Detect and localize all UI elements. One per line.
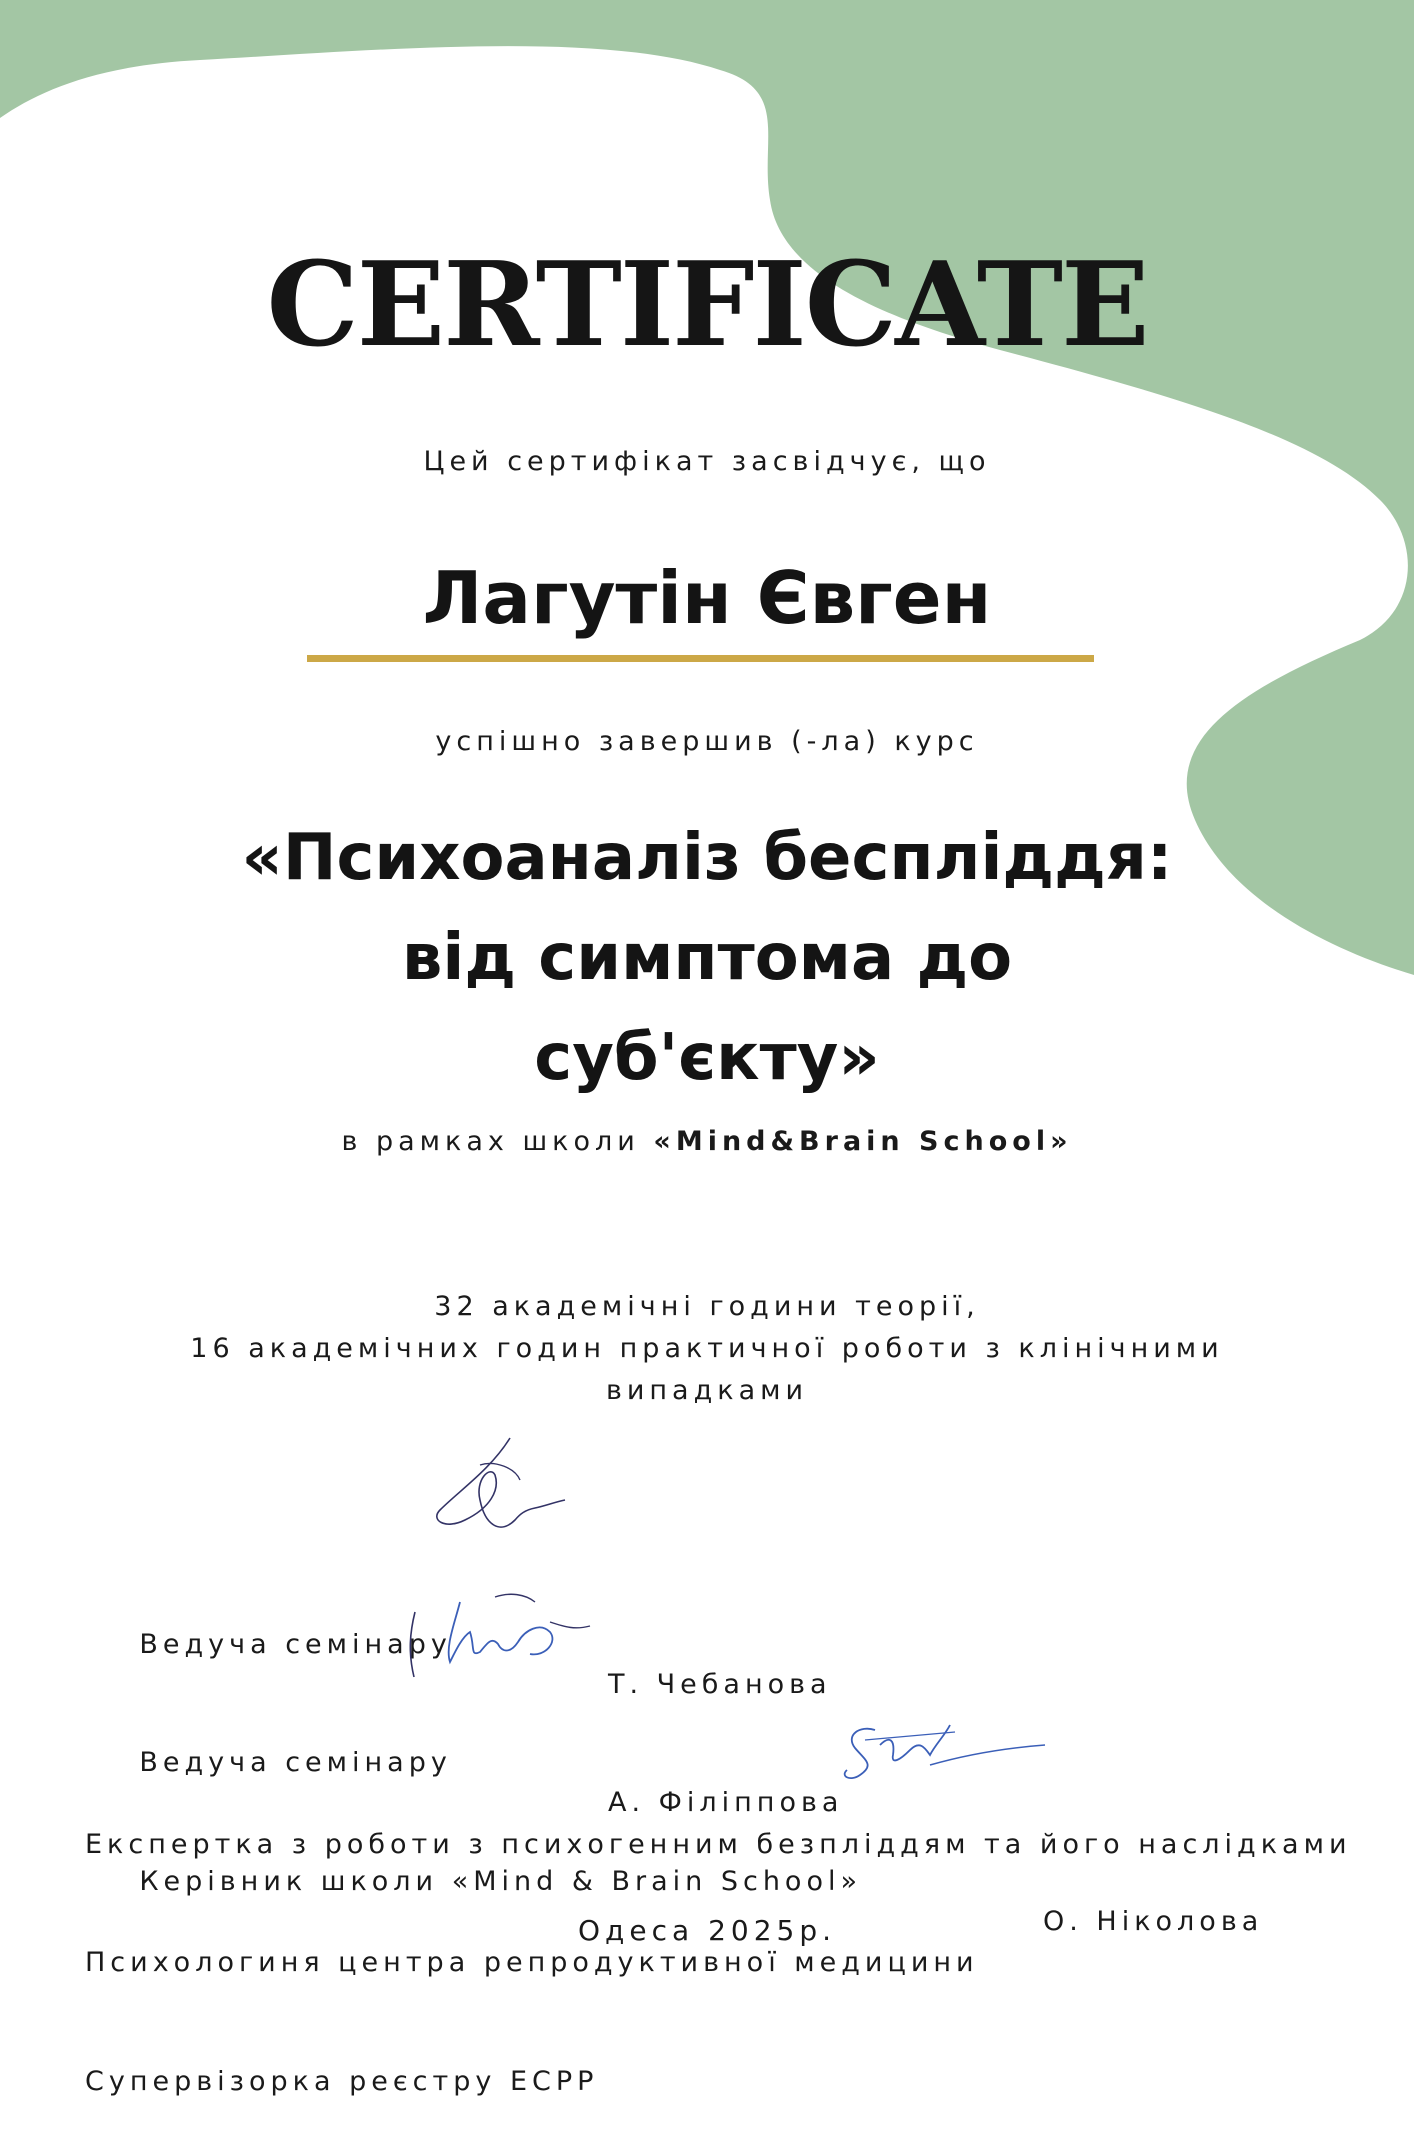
hours-line: 32 академічні години теорії, <box>434 1291 980 1322</box>
signatory-role: Ведуча семінару <box>139 1629 452 1660</box>
school-prefix: в рамках школи <box>341 1126 640 1157</box>
school-line <box>0 1126 1414 1157</box>
place-date: Одеса 2025р. <box>577 1914 836 1947</box>
signature-2-image <box>400 1582 610 1692</box>
signatory-role: Ведуча семінару <box>139 1747 452 1778</box>
signatory-title: Експертка з роботи з психогенним безпліддям та його наслідками <box>85 1829 1352 1860</box>
name-underline <box>307 655 1094 662</box>
course-title <box>0 808 1414 1108</box>
signature-1-image <box>420 1430 570 1550</box>
intro-text: Цей сертифікат засвідчує, що <box>423 446 991 477</box>
signatory-role-row <box>85 1822 1264 1982</box>
signatory-role: Керівник школи «Mind & Brain School» <box>139 1866 862 1897</box>
hours-block <box>0 1286 1414 1412</box>
course-title-line: суб'єкту» <box>534 1021 880 1095</box>
certificate-title: CERTIFICATE <box>266 237 1148 373</box>
completed-text: успішно завершив (-ла) курс <box>435 726 979 757</box>
signatory-name: Т. Чебанова <box>608 1669 832 1700</box>
signature-3-image <box>835 1710 1050 1790</box>
recipient-name: Лагутін Євген <box>422 556 992 640</box>
signatory-title: Супервізорка реєстру ECPP <box>85 2066 599 2097</box>
signatory-title: Психологиня центра репродуктивної медицини <box>85 1947 979 1978</box>
signatory-name: О. Ніколова <box>1043 1906 1264 1937</box>
course-title-line: від симптома до <box>401 921 1013 995</box>
course-title-line: «Психоаналіз беспліддя: <box>241 821 1173 895</box>
signatory-name: А. Філіппова <box>608 1787 844 1818</box>
hours-line: 16 академічних годин практичної роботи з клінічними <box>190 1333 1224 1364</box>
hours-line: випадками <box>605 1375 809 1406</box>
school-name: «Mind&Brain School» <box>653 1126 1073 1157</box>
